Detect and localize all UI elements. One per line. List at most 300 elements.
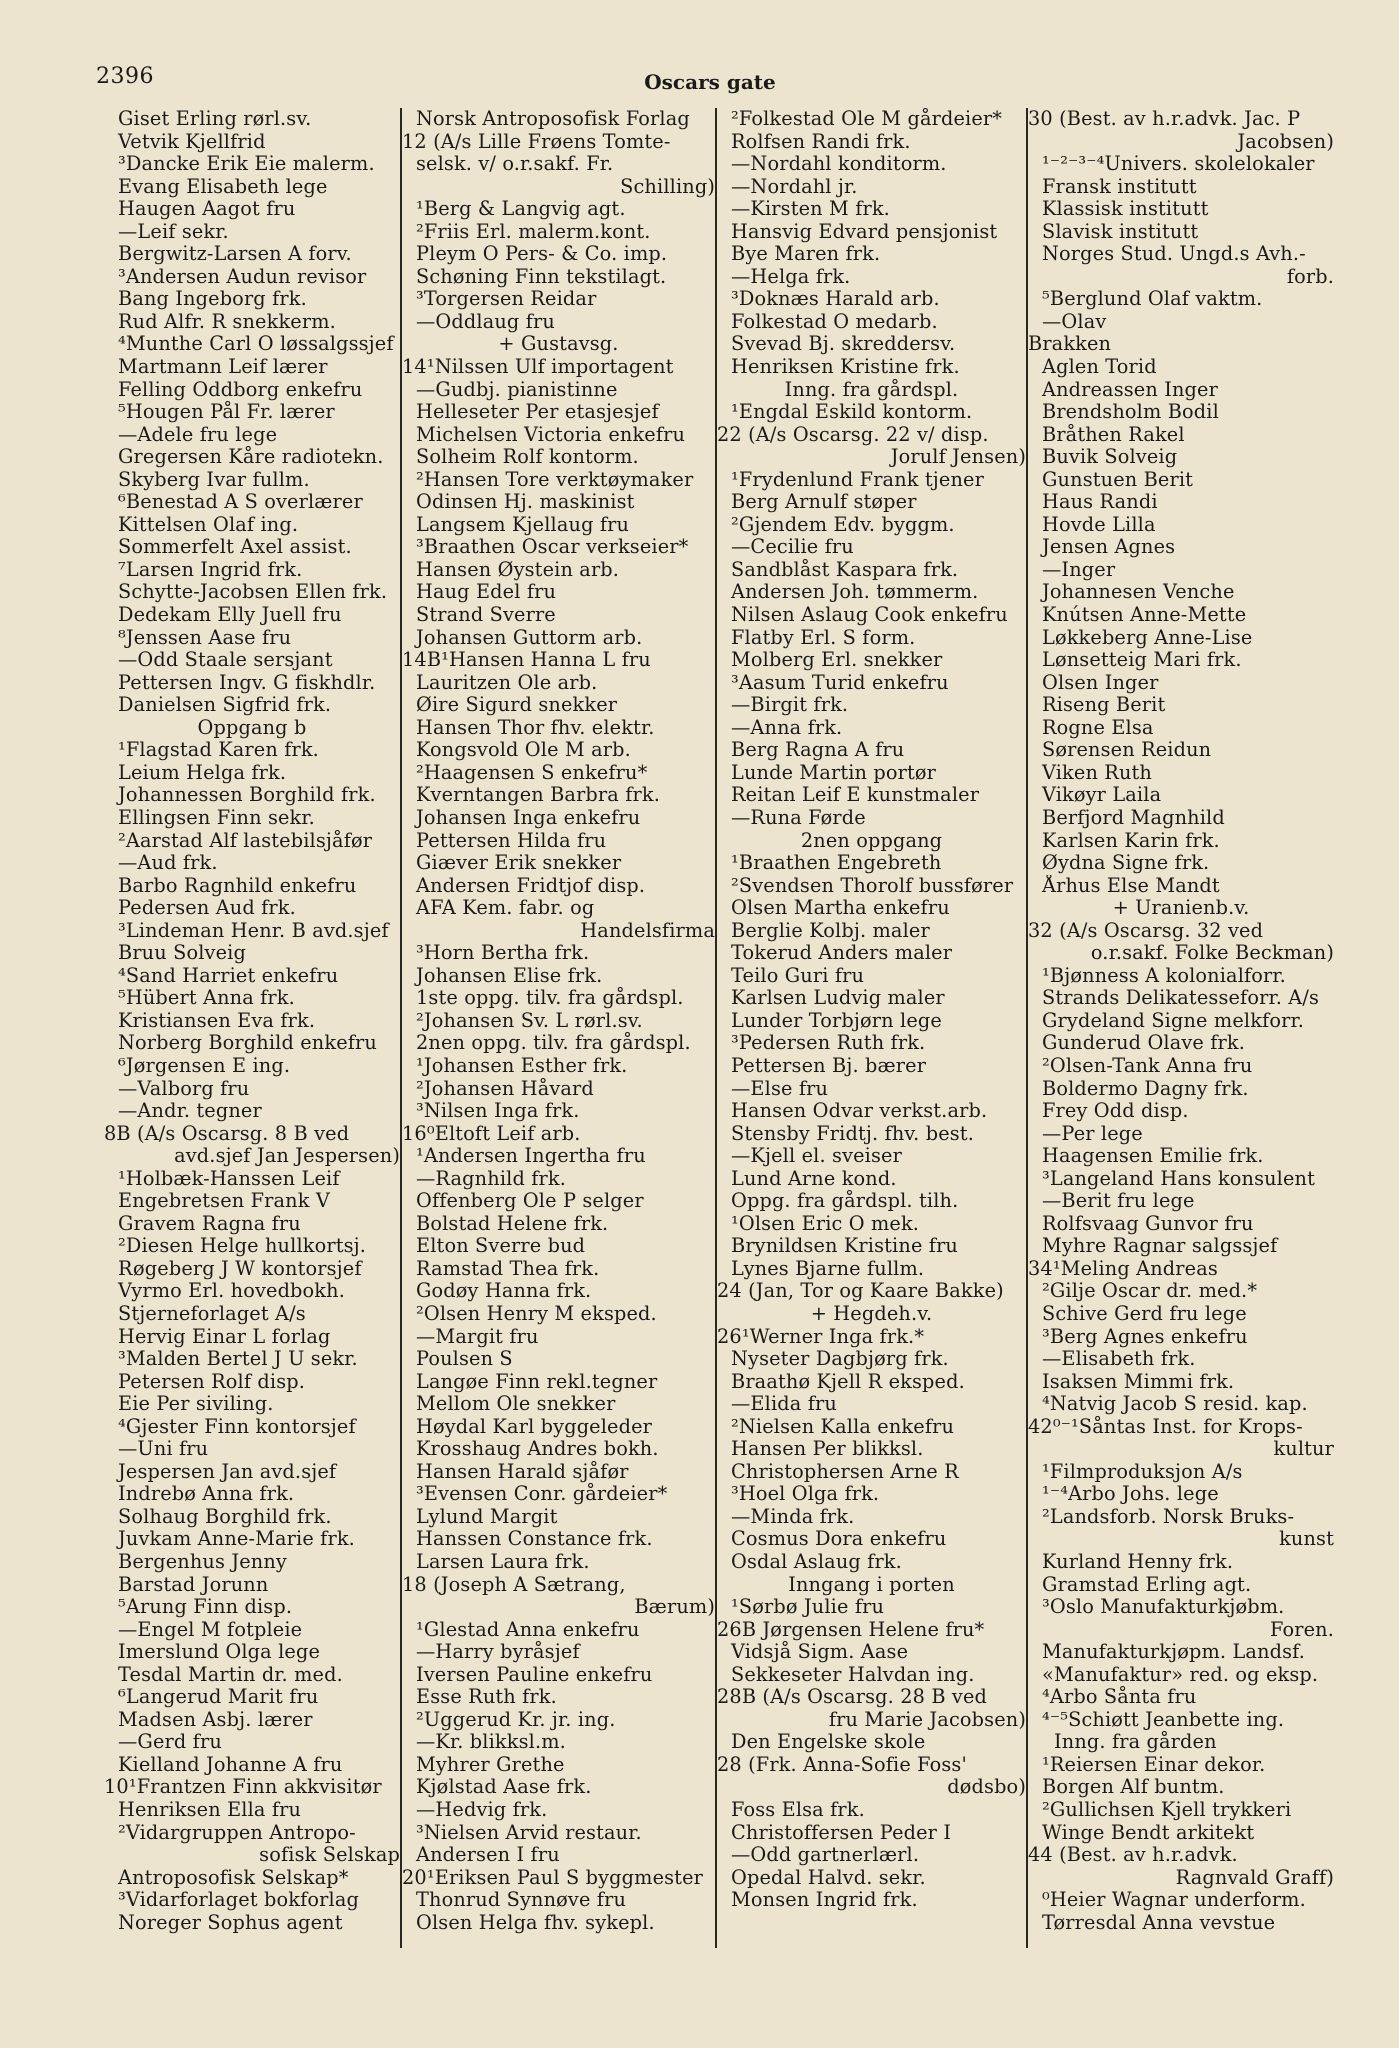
directory-entry: Martmann Leif lærer xyxy=(118,356,328,379)
directory-entry: ⁵Berglund Olaf vaktm. xyxy=(1042,288,1263,311)
directory-entry: ¹Glestad Anna enkefru xyxy=(416,1618,640,1641)
directory-entry: Bergenhus Jenny xyxy=(118,1551,287,1573)
directory-entry: Helleseter Per etasjesjef xyxy=(416,401,659,424)
directory-entry: o.r.sakf. Folke Beckman) xyxy=(1090,942,1334,965)
directory-entry: Henriksen Ella fru xyxy=(118,1799,302,1822)
directory-entry: sofisk Selskap xyxy=(259,1844,400,1867)
directory-entry: Sekkeseter Halvdan ing. xyxy=(731,1663,975,1686)
directory-entry: ¹Bjønness A kolonialforr. xyxy=(1042,964,1286,987)
directory-entry: ⁵Hübert Anna frk. xyxy=(118,987,295,1010)
directory-entry: ²Friis Erl. malerm.kont. xyxy=(416,220,651,243)
directory-entry: —Helga frk. xyxy=(731,265,851,288)
directory-entry: dødsbo) xyxy=(947,1776,1026,1799)
directory-entry: Cosmus Dora enkefru xyxy=(731,1528,947,1551)
directory-entry: Offenberg Ole P selger xyxy=(416,1190,644,1213)
directory-entry: Nilsen Aslaug Cook enkefru xyxy=(731,604,1008,627)
directory-entry: ³Malden Bertel J U sekr. xyxy=(118,1348,358,1371)
directory-entry: ²Nielsen Kalla enkefru xyxy=(731,1415,955,1438)
directory-entry: fru Marie Jacobsen) xyxy=(828,1708,1026,1731)
directory-entry: Winge Bendt arkitekt xyxy=(1042,1821,1255,1844)
directory-entry: Gramstad Erling agt. xyxy=(1042,1573,1252,1596)
directory-entry: Norberg Borghild enkefru xyxy=(118,1032,377,1055)
directory-entry: ¹Holbæk-Hanssen Leif xyxy=(118,1167,340,1190)
directory-entry: Hansen Per blikksl. xyxy=(731,1438,924,1461)
directory-entry: —Kirsten M frk. xyxy=(731,198,890,221)
directory-entry: Myhre Ragnar salgssjef xyxy=(1042,1235,1278,1258)
directory-entry: ⁶Langerud Marit fru xyxy=(118,1686,319,1709)
directory-entry: —Gudbj. pianistinne xyxy=(416,378,618,401)
directory-entry: Kurland Henny frk. xyxy=(1042,1551,1234,1573)
directory-entry: ²Hansen Tore verktøymaker xyxy=(416,468,694,491)
directory-entry: Giæver Erik snekker xyxy=(416,852,622,875)
directory-entry: ²Johansen Håvard xyxy=(416,1077,594,1100)
directory-entry: ²Gjendem Edv. byggm. xyxy=(731,513,955,536)
directory-entry: ¹Johansen Esther frk. xyxy=(416,1054,628,1077)
directory-entry: 42⁰⁻¹Såntas Inst. for Krops- xyxy=(1028,1415,1303,1438)
directory-entry: Århus Else Mandt xyxy=(1042,874,1220,897)
directory-entry: Krosshaug Andres bokh. xyxy=(416,1438,659,1461)
directory-entry: Ramstad Thea frk. xyxy=(416,1257,600,1280)
directory-entry: Odinsen Hj. maskinist xyxy=(416,491,635,514)
directory-column-1 xyxy=(104,108,400,1948)
directory-entry: forb. xyxy=(1286,265,1334,288)
directory-entry: ⁶Jørgensen E ing. xyxy=(118,1054,291,1077)
directory-entry: ¹Berg & Langvig agt. xyxy=(416,198,626,221)
directory-entry: —Margit fru xyxy=(416,1325,539,1348)
directory-entry: ⁶Benestad A S overlærer xyxy=(118,491,363,514)
directory-entry: Høydal Karl byggeleder xyxy=(416,1415,653,1438)
directory-entry: Gunderud Olave frk. xyxy=(1042,1032,1246,1055)
directory-entry: ⁵Arung Finn disp. xyxy=(118,1596,293,1619)
directory-entry: Sandblåst Kaspara frk. xyxy=(731,558,959,581)
directory-entry: Klassisk institutt xyxy=(1042,198,1209,221)
directory-entry: Lynes Bjarne fullm. xyxy=(731,1257,925,1280)
directory-entry: Pedersen Aud frk. xyxy=(118,897,296,920)
directory-entry: 24 (Jan, Tor og Kaare Bakke) xyxy=(717,1280,1004,1303)
directory-entry: Poulsen S xyxy=(416,1348,513,1371)
directory-entry: Øire Sigurd snekker xyxy=(416,694,618,717)
directory-entry: 18 (Joseph A Sætrang, xyxy=(402,1573,626,1596)
directory-entry: Solhaug Borghild frk. xyxy=(118,1505,332,1528)
directory-entry: ⁴Munthe Carl O løssalgssjef xyxy=(118,333,394,356)
directory-entry: —Elisabeth frk. xyxy=(1042,1348,1196,1371)
directory-entry: Stensby Fridtj. fhv. best. xyxy=(731,1122,974,1145)
directory-entry: ³Pedersen Ruth frk. xyxy=(731,1032,926,1055)
directory-entry: Petersen Rolf disp. xyxy=(118,1370,306,1393)
directory-entry: Schytte-Jacobsen Ellen frk. xyxy=(118,581,388,604)
directory-entry: —Kjell el. sveiser xyxy=(731,1145,902,1168)
directory-entry: Imerslund Olga lege xyxy=(118,1641,321,1664)
directory-entry: Grydeland Signe melkforr. xyxy=(1042,1009,1304,1032)
directory-entry: Hervig Einar L forlag xyxy=(118,1325,331,1348)
directory-entry: —Engel M fotpleie xyxy=(118,1618,303,1641)
directory-entry: Andersen Joh. tømmerm. xyxy=(731,581,979,604)
directory-entry: Johansen Guttorm arb. xyxy=(416,626,643,649)
directory-entry: Inngang i porten xyxy=(788,1573,955,1596)
directory-entry: 16⁰Eltoft Leif arb. xyxy=(402,1122,581,1145)
directory-entry: Norges Stud. Ungd.s Avh.- xyxy=(1042,243,1306,266)
directory-entry: Pleym O Pers- & Co. imp. xyxy=(416,243,668,266)
directory-entry: ¹⁻⁴Arbo Johs. lege xyxy=(1042,1483,1219,1506)
directory-entry: —Elida fru xyxy=(731,1393,837,1416)
directory-entry: Brendsholm Bodil xyxy=(1042,401,1219,424)
directory-entry: Hansvig Edvard pensjonist xyxy=(731,220,998,243)
directory-entry: ³Lindeman Henr. B avd.sjef xyxy=(118,919,389,942)
directory-entry: ³Andersen Audun revisor xyxy=(118,265,367,288)
directory-entry: Leium Helga frk. xyxy=(118,761,287,784)
directory-entry: ²Olsen Henry M eksped. xyxy=(416,1302,657,1325)
directory-entry: —Inger xyxy=(1042,558,1116,581)
directory-entry: ³Nilsen Inga frk. xyxy=(416,1100,580,1123)
directory-entry: ³Evensen Conr. gårdeier* xyxy=(416,1483,668,1506)
directory-entry: ¹Olsen Eric O mek. xyxy=(731,1212,920,1235)
directory-entry: Johansen Elise frk. xyxy=(416,964,603,987)
directory-entry: ²Gullichsen Kjell trykkeri xyxy=(1042,1799,1292,1822)
directory-entry: Haugen Aagot fru xyxy=(118,198,296,221)
directory-entry: Gregersen Kåre radiotekn. xyxy=(118,446,384,469)
directory-entry: 20¹Eriksen Paul S byggmester xyxy=(402,1866,703,1889)
directory-entry: Bærum) xyxy=(634,1596,715,1619)
directory-entry: Hansen Øystein arb. xyxy=(416,558,620,581)
directory-entry: 28B (A/s Oscarsg. 28 B ved xyxy=(717,1686,988,1709)
directory-entry: Berfjord Magnhild xyxy=(1042,806,1225,829)
directory-entry: Foren. xyxy=(1269,1618,1334,1641)
directory-entry: Vidsjå Sigm. Aase xyxy=(731,1641,909,1664)
directory-entry: Folkestad O medarb. xyxy=(731,310,938,333)
directory-entry: Langøe Finn rekl.tegner xyxy=(416,1370,658,1393)
directory-entry: —Odd Staale sersjant xyxy=(118,649,333,672)
directory-entry: Thonrud Synnøve fru xyxy=(416,1889,627,1912)
directory-entry: Madsen Asbj. lærer xyxy=(118,1708,313,1731)
directory-entry: 12 (A/s Lille Frøens Tomte- xyxy=(402,130,671,153)
directory-entry: Dedekam Elly Juell fru xyxy=(118,604,342,627)
directory-entry: Rolfsvaag Gunvor fru xyxy=(1042,1212,1254,1235)
directory-entry: —Olav xyxy=(1042,310,1107,333)
directory-entry: Lylund Margit xyxy=(416,1505,558,1528)
directory-entry: ³Langeland Hans konsulent xyxy=(1042,1167,1316,1190)
directory-entry: Pettersen Hilda fru xyxy=(416,829,607,852)
directory-entry: Hansen Thor fhv. elektr. xyxy=(416,716,655,739)
directory-entry: + Gustavsg. xyxy=(498,333,619,356)
directory-entry: Løkkeberg Anne-Lise xyxy=(1042,626,1253,649)
directory-entry: Berglie Kolbj. maler xyxy=(731,919,930,942)
directory-entry: Frey Odd disp. xyxy=(1042,1100,1189,1123)
directory-entry: ¹Flagstad Karen frk. xyxy=(118,739,319,762)
directory-entry: Vyrmo Erl. hovedbokh. xyxy=(118,1280,345,1303)
directory-entry: Giset Erling rørl.sv. xyxy=(118,108,312,130)
directory-entry: Haus Randi xyxy=(1042,491,1158,514)
directory-entry: Eie Per siviling. xyxy=(118,1393,274,1416)
directory-entry: ³Berg Agnes enkefru xyxy=(1042,1325,1248,1348)
directory-entry: 22 (A/s Oscarsg. 22 v/ disp. xyxy=(717,423,989,446)
directory-entry: Molberg Erl. snekker xyxy=(731,649,943,672)
directory-entry: Langsem Kjellaug fru xyxy=(416,513,630,536)
directory-entry: ³Horn Bertha frk. xyxy=(416,942,590,965)
directory-entry: Borgen Alf buntm. xyxy=(1042,1776,1225,1799)
directory-entry: —Else fru xyxy=(731,1077,829,1100)
directory-entry: + Hegdeh.v. xyxy=(810,1302,933,1325)
page-title: Oscars gate xyxy=(644,70,776,94)
directory-entry: Michelsen Victoria enkefru xyxy=(416,423,686,446)
directory-entry: —Runa Førde xyxy=(731,806,866,829)
directory-entry: Kielland Johanne A fru xyxy=(118,1753,343,1776)
directory-entry: ¹Frydenlund Frank tjener xyxy=(731,468,984,491)
directory-entry: «Manufaktur» red. og eksp. xyxy=(1042,1663,1319,1686)
directory-entry: Karlsen Karin frk. xyxy=(1042,829,1220,852)
directory-entry: Indrebø Anna frk. xyxy=(118,1483,295,1506)
directory-entry: Solheim Rolf kontorm. xyxy=(416,446,639,469)
directory-entry: Karlsen Ludvig maler xyxy=(731,987,945,1010)
directory-entry: Gunstuen Berit xyxy=(1042,468,1194,491)
directory-entry: kultur xyxy=(1273,1438,1334,1461)
directory-entry: Buvik Solveig xyxy=(1042,446,1178,469)
directory-entry: ⁷Larsen Ingrid frk. xyxy=(118,558,303,581)
directory-entry: Elton Sverre bud xyxy=(416,1235,586,1258)
directory-entry: Lunder Torbjørn lege xyxy=(731,1009,942,1032)
directory-entry: ³Dancke Erik Eie malerm. xyxy=(118,153,375,176)
directory-entry: Haug Edel fru xyxy=(416,581,557,604)
directory-entry: Riseng Berit xyxy=(1042,694,1166,717)
directory-entry: Foss Elsa frk. xyxy=(731,1799,865,1822)
directory-entry: ¹⁻²⁻³⁻⁴Univers. skolelokaler xyxy=(1042,153,1315,176)
directory-entry: ³Braathen Oscar verkseier* xyxy=(416,536,689,559)
directory-entry: ⁴Natvig Jacob S resid. kap. xyxy=(1042,1393,1308,1416)
directory-entry: Braathø Kjell R eksped. xyxy=(731,1370,965,1393)
directory-entry: Olsen Helga fhv. sykepl. xyxy=(416,1911,655,1934)
directory-entry: 30 (Best. av h.r.advk. Jac. P xyxy=(1028,108,1301,130)
directory-entry: Sommerfelt Axel assist. xyxy=(118,536,352,559)
directory-entry: —Hedvig frk. xyxy=(416,1799,548,1822)
directory-entry: Boldermo Dagny frk. xyxy=(1042,1077,1249,1100)
directory-entry: Juvkam Anne-Marie frk. xyxy=(118,1528,355,1551)
directory-entry: Jespersen Jan avd.sjef xyxy=(118,1460,337,1483)
directory-entry: —Nordahl jr. xyxy=(731,175,858,198)
directory-entry: ³Torgersen Reidar xyxy=(416,288,597,311)
directory-entry: ²Uggerud Kr. jr. ing. xyxy=(416,1708,616,1731)
directory-entry: 1ste oppg. tilv. fra gårdspl. xyxy=(416,987,684,1010)
directory-entry: Nyseter Dagbjørg frk. xyxy=(731,1348,949,1371)
directory-entry: 34¹Meling Andreas xyxy=(1028,1257,1218,1280)
directory-entry: —Berit fru lege xyxy=(1042,1190,1195,1213)
directory-entry: Kongsvold Ole M arb. xyxy=(416,739,631,762)
directory-entry: —Odd gartnerlærl. xyxy=(731,1844,920,1867)
directory-entry: —Anna frk. xyxy=(731,716,843,739)
directory-entry: Pettersen Bj. bærer xyxy=(731,1054,927,1077)
directory-entry: ²Diesen Helge hullkortsj. xyxy=(118,1235,367,1258)
directory-entry: ²Haagensen S enkefru* xyxy=(416,761,648,784)
directory-entry: Stjerneforlaget A/s xyxy=(118,1302,306,1325)
directory-entry: 32 (A/s Oscarsg. 32 ved xyxy=(1028,919,1264,942)
directory-entry: Hanssen Constance frk. xyxy=(416,1528,653,1551)
directory-entry: Reitan Leif E kunstmaler xyxy=(731,784,980,807)
directory-entry: ³Doknæs Harald arb. xyxy=(731,288,940,311)
directory-entry: Ellingsen Finn sekr. xyxy=(118,806,315,829)
directory-entry: Schive Gerd fru lege xyxy=(1042,1302,1247,1325)
directory-entry: 26¹Werner Inga frk.* xyxy=(717,1325,925,1348)
directory-entry: Godøy Hanna frk. xyxy=(416,1280,592,1303)
directory-entry: Pettersen Ingv. G fiskhdlr. xyxy=(118,671,376,694)
directory-entry: Mellom Ole snekker xyxy=(416,1393,616,1416)
directory-entry: 28 (Frk. Anna-Sofie Foss' xyxy=(717,1753,967,1776)
directory-entry: 2nen oppgang xyxy=(800,829,943,852)
directory-entry: Slavisk institutt xyxy=(1042,220,1199,243)
directory-entry: Jorulf Jensen) xyxy=(890,446,1026,469)
directory-entry: Lunde Martin portør xyxy=(731,761,937,784)
directory-entry: —Harry byråsjef xyxy=(416,1641,580,1664)
directory-entry: —Per lege xyxy=(1042,1122,1143,1145)
directory-entry: ²Landsforb. Norsk Bruks- xyxy=(1042,1505,1295,1528)
directory-entry: Osdal Aslaug frk. xyxy=(731,1551,902,1573)
directory-entry: —Gerd fru xyxy=(118,1731,222,1754)
directory-entry: 10¹Frantzen Finn akkvisitør xyxy=(104,1776,382,1799)
directory-entry: Myhrer Grethe xyxy=(416,1753,565,1776)
directory-entry: ⁵Hougen Pål Fr. lærer xyxy=(118,401,335,424)
directory-entry: Andersen Fridtjof disp. xyxy=(416,874,646,897)
directory-entry: 14¹Nilssen Ulf importagent xyxy=(402,356,674,379)
directory-entry: Isaksen Mimmi frk. xyxy=(1042,1370,1235,1393)
directory-entry: Christoffersen Peder I xyxy=(731,1821,952,1844)
directory-entry: Vetvik Kjellfrid xyxy=(118,130,266,153)
directory-entry: ³Aasum Turid enkefru xyxy=(731,671,949,694)
directory-entry: Handelsfirma xyxy=(580,919,715,942)
directory-entry: AFA Kem. fabr. og xyxy=(416,897,595,920)
directory-entry: ⁸Jenssen Aase fru xyxy=(118,626,292,649)
directory-entry: Schilling) xyxy=(620,175,715,198)
directory-entry: Esse Ruth frk. xyxy=(416,1686,557,1709)
directory-entry: —Cecilie fru xyxy=(731,536,854,559)
directory-entry: ³Nielsen Arvid restaur. xyxy=(416,1821,642,1844)
directory-entry: —Minda frk. xyxy=(731,1505,855,1528)
directory-entry: ¹Filmproduksjon A/s xyxy=(1042,1460,1243,1483)
directory-entry: Brynildsen Kristine fru xyxy=(731,1235,959,1258)
directory-entry: ²Folkestad Ole M gårdeier* xyxy=(731,108,1003,130)
directory-entry: Flatby Erl. S form. xyxy=(731,626,916,649)
directory-entry: 2nen oppg. tilv. fra gårdspl. xyxy=(416,1032,691,1055)
directory-entry: Vikøyr Laila xyxy=(1042,784,1162,807)
directory-entry: —Aud frk. xyxy=(118,852,218,875)
directory-entry: Manufakturkjøpm. Landsf. xyxy=(1042,1641,1306,1664)
directory-entry: ⁴Gjester Finn kontorsjef xyxy=(118,1415,356,1438)
directory-entry: Inng. fra gården xyxy=(1054,1731,1217,1754)
directory-entry: Kverntangen Barbra frk. xyxy=(416,784,660,807)
directory-entry: Bang Ingeborg frk. xyxy=(118,288,307,311)
directory-entry: Fransk institutt xyxy=(1042,175,1197,198)
directory-entry: Hansen Odvar verkst.arb. xyxy=(731,1100,988,1123)
directory-entry: Andreassen Inger xyxy=(1042,378,1218,401)
directory-entry: —Leif sekr. xyxy=(118,220,229,243)
directory-entry: Teilo Guri fru xyxy=(731,964,865,987)
directory-entry: Bruu Solveig xyxy=(118,942,246,965)
directory-entry: Danielsen Sigfrid frk. xyxy=(118,694,332,717)
directory-entry: Knútsen Anne-Mette xyxy=(1042,604,1247,627)
directory-entry: —Valborg fru xyxy=(118,1077,250,1100)
directory-entry: Olsen Martha enkefru xyxy=(731,897,950,920)
page-number: 2396 xyxy=(96,64,154,89)
directory-column-2 xyxy=(402,108,715,1948)
directory-entry: Hansen Harald sjåfør xyxy=(416,1460,629,1483)
directory-entry: Bye Maren frk. xyxy=(731,243,881,266)
directory-entry: ³Vidarforlaget bokforlag xyxy=(118,1889,359,1912)
directory-entry: 14B¹Hansen Hanna L fru xyxy=(402,649,651,672)
directory-entry: Lund Arne kond. xyxy=(731,1167,897,1190)
directory-entry: Lønsetteig Mari frk. xyxy=(1042,649,1242,672)
directory-entry: Strand Sverre xyxy=(416,604,556,627)
directory-entry: Iversen Pauline enkefru xyxy=(416,1663,653,1686)
directory-entry: Bolstad Helene frk. xyxy=(416,1212,609,1235)
directory-entry: Tokerud Anders maler xyxy=(731,942,953,965)
directory-entry: Viken Ruth xyxy=(1042,761,1152,784)
directory-entry: Barbo Ragnhild enkefru xyxy=(118,874,357,897)
directory-entry: Engebretsen Frank V xyxy=(118,1190,330,1213)
directory-entry: —Nordahl konditorm. xyxy=(731,153,947,176)
directory-entry: Berg Arnulf støper xyxy=(731,491,917,514)
directory-entry: Jacobsen) xyxy=(1237,130,1334,153)
directory-entry: Haagensen Emilie frk. xyxy=(1042,1145,1264,1168)
directory-entry: Kjølstad Aase frk. xyxy=(416,1776,592,1799)
directory-entry: Larsen Laura frk. xyxy=(416,1551,590,1573)
directory-entry: Brakken xyxy=(1028,333,1112,356)
directory-entry: ¹Andersen Ingertha fru xyxy=(416,1145,646,1168)
directory-entry: Olsen Inger xyxy=(1042,671,1159,694)
directory-entry: Schøning Finn tekstilagt. xyxy=(416,265,667,288)
directory-entry: Johannesen Venche xyxy=(1042,581,1235,604)
directory-entry: 44 (Best. av h.r.advk. xyxy=(1028,1844,1238,1867)
directory-entry: —Oddlaug fru xyxy=(416,310,555,333)
directory-entry: ⁴Arbo Sånta fru xyxy=(1042,1686,1197,1709)
directory-entry: Andersen I fru xyxy=(416,1844,560,1867)
directory-entry: ²Vidargruppen Antropo- xyxy=(118,1821,356,1844)
directory-entry: Øydna Signe frk. xyxy=(1042,852,1210,875)
directory-entry: Aglen Torid xyxy=(1042,356,1157,379)
directory-entry: Sørensen Reidun xyxy=(1042,739,1212,762)
directory-entry: avd.sjef Jan Jespersen) xyxy=(174,1145,400,1168)
directory-entry: Henriksen Kristine frk. xyxy=(731,356,960,379)
directory-entry: ¹Engdal Eskild kontorm. xyxy=(731,401,973,424)
directory-entry: ³Hoel Olga frk. xyxy=(731,1483,880,1506)
directory-entry: ²Aarstad Alf lastebilsjåfør xyxy=(118,829,373,852)
directory-entry: 26B Jørgensen Helene fru* xyxy=(717,1618,985,1641)
directory-entry: Kristiansen Eva frk. xyxy=(118,1009,316,1032)
directory-entry: Antroposofisk Selskap* xyxy=(118,1866,349,1889)
directory-entry: ⁴⁻⁵Schiøtt Jeanbette ing. xyxy=(1042,1708,1285,1731)
directory-entry: Tørresdal Anna vevstue xyxy=(1042,1911,1276,1934)
directory-entry: ⁴Sand Harriet enkefru xyxy=(118,964,339,987)
directory-entry: Felling Oddborg enkefru xyxy=(118,378,363,401)
directory-entry: Noreger Sophus agent xyxy=(118,1911,343,1934)
directory-entry: —Uni fru xyxy=(118,1438,209,1461)
directory-entry: —Adele fru lege xyxy=(118,423,278,446)
directory-entry: Røgeberg J W kontorsjef xyxy=(118,1257,362,1280)
directory-entry: Inng. fra gårdspl. xyxy=(784,378,959,401)
directory-entry: Rud Alfr. R snekkerm. xyxy=(118,310,336,333)
directory-entry: selsk. v/ o.r.sakf. Fr. xyxy=(416,153,614,176)
directory-entry: ¹Sørbø Julie fru xyxy=(731,1596,885,1619)
directory-entry: ¹Reiersen Einar dekor. xyxy=(1042,1753,1266,1776)
directory-entry: Rolfsen Randi frk. xyxy=(731,130,911,153)
directory-entry: kunst xyxy=(1279,1528,1334,1551)
directory-entry: Strands Delikatesseforr. A/s xyxy=(1042,987,1320,1010)
directory-entry: Oppg. fra gårdspl. tilh. xyxy=(731,1190,959,1213)
directory-entry: —Ragnhild frk. xyxy=(416,1167,566,1190)
directory-entry: Gravem Ragna fru xyxy=(118,1212,301,1235)
directory-entry: Svevad Bj. skreddersv. xyxy=(731,333,956,356)
directory-entry: Rogne Elsa xyxy=(1042,716,1154,739)
directory-entry: Skyberg Ivar fullm. xyxy=(118,468,310,491)
directory-entry: —Birgit frk. xyxy=(731,694,849,717)
directory-entry: ³Oslo Manufakturkjøbm. xyxy=(1042,1596,1285,1619)
directory-entry: Monsen Ingrid frk. xyxy=(731,1889,918,1912)
directory-entry: Hovde Lilla xyxy=(1042,513,1156,536)
